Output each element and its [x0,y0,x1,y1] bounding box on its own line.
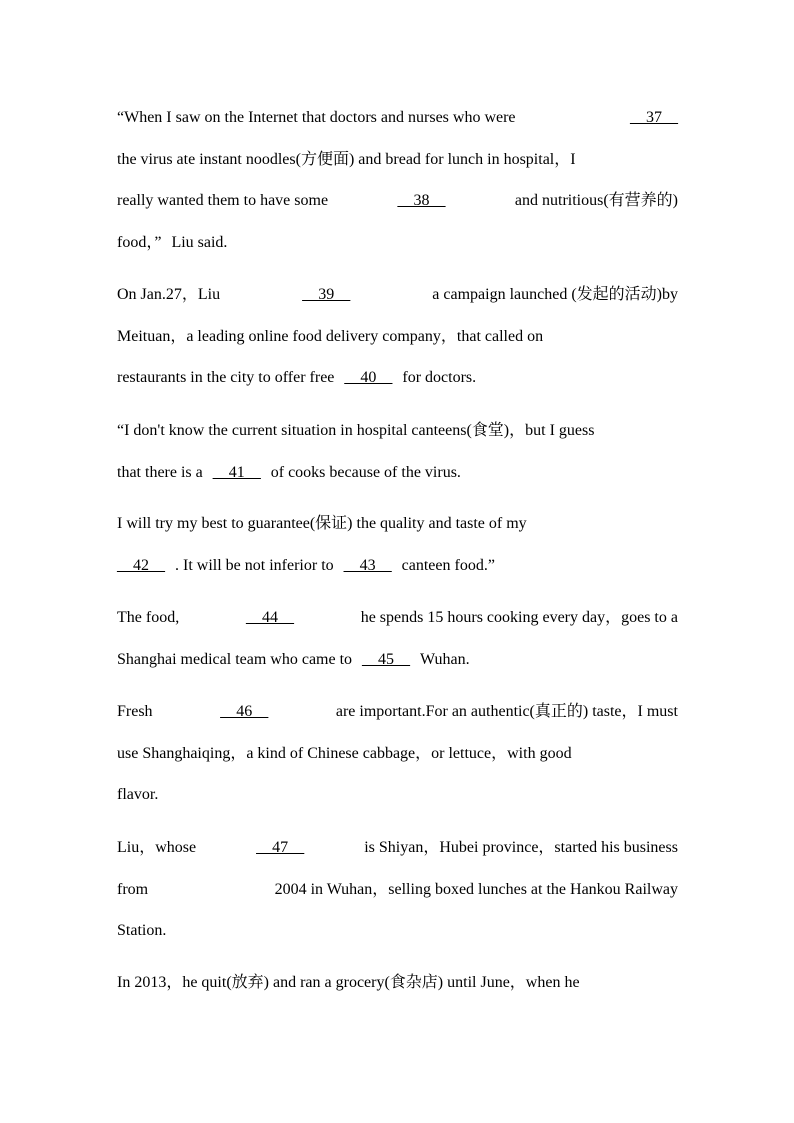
text-segment: Fresh [117,703,153,720]
text-segment: On Jan.27，Liu [117,286,221,303]
text-line [117,316,678,358]
text-segment: of cooks because of the virus. [270,463,461,481]
text-line [117,774,678,816]
text-segment: restaurants in the city to offer free [117,369,335,386]
text-line [117,691,678,733]
text-segment: the virus ate instant noodles(方便面) and bread for lunch in hospital，I [117,150,576,168]
text-segment: from [117,880,149,898]
paragraph-6 [117,691,678,816]
text-line [117,274,678,316]
text-segment: is Shiyan，Hubei province，started his business [364,839,678,856]
text-line [117,827,678,869]
text-segment: In 2013，he quit(放弃) and ran a grocery(食杂店) until June，when he [117,974,580,991]
paragraph-1 [117,97,678,263]
text-line [117,357,678,399]
text-line [117,410,678,452]
text-segment: Meituan，a leading online food delivery company，that called on [117,327,544,345]
text-segment: a campaign launched (发起的活动)by [432,286,678,303]
text-segment: use Shanghaiqing，a kind of Chinese cabbage，or lettuce，with good [117,744,572,762]
text-segment: flavor. [117,786,159,803]
text-segment: The food, [117,609,180,626]
text-line [117,180,678,222]
text-segment: he spends 15 hours cooking every day，goes to a [360,609,678,626]
text-segment: and nutritious(有营养的) [514,192,678,209]
paragraph-3 [117,410,678,493]
text-line [117,910,678,952]
text-line [117,222,678,264]
paragraph-2 [117,274,678,399]
paragraph-7 [117,827,678,952]
answer-blank: __39__ [302,286,351,303]
text-line [117,597,678,639]
paragraph-4 [117,503,678,586]
text-segment: “I don't know the current situation in hospital canteens(食堂)，but I guess [117,422,595,439]
text-line [117,962,678,1004]
text-segment: Liu，whose [117,839,197,856]
answer-blank: __42__ [117,556,165,574]
text-line [117,733,678,775]
text-segment: really wanted them to have some [117,192,329,209]
text-segment: canteen food.” [401,556,495,574]
text-segment: for doctors. [402,369,477,386]
answer-blank: __43__ [343,556,392,574]
text-segment: food，” [117,233,162,251]
answer-blank: __45__ [362,650,411,668]
answer-blank: __38__ [397,192,446,209]
text-segment: I will try my best to guarantee(保证) the quality and taste of my [117,515,527,532]
text-line [117,869,678,911]
text-segment: Liu said. [171,233,228,251]
paragraph-8 [117,962,678,1004]
text-line [117,97,678,139]
text-segment: “When I saw on the Internet that doctors and nurses who were [117,109,516,126]
text-line [117,545,678,587]
answer-blank: __47__ [256,839,305,856]
text-segment: . It will be not inferior to [175,556,334,574]
text-segment: Wuhan. [420,650,470,668]
answer-blank: __41__ [212,463,261,481]
text-line [117,503,678,545]
text-line [117,452,678,494]
answer-blank: __44__ [245,609,294,626]
paragraph-5 [117,597,678,680]
answer-blank: __46__ [220,703,269,720]
answer-blank: __37__ [630,109,678,126]
text-segment: are important.For an authentic(真正的) taste，I must [335,703,678,720]
answer-blank: __40__ [344,369,393,386]
text-line [117,139,678,181]
text-segment: that there is a [117,463,203,481]
text-segment: 2004 in Wuhan，selling boxed lunches at the Hankou Railway [274,880,678,898]
text-segment: Shanghai medical team who came to [117,650,353,668]
text-line [117,639,678,681]
text-segment: Station. [117,922,167,939]
